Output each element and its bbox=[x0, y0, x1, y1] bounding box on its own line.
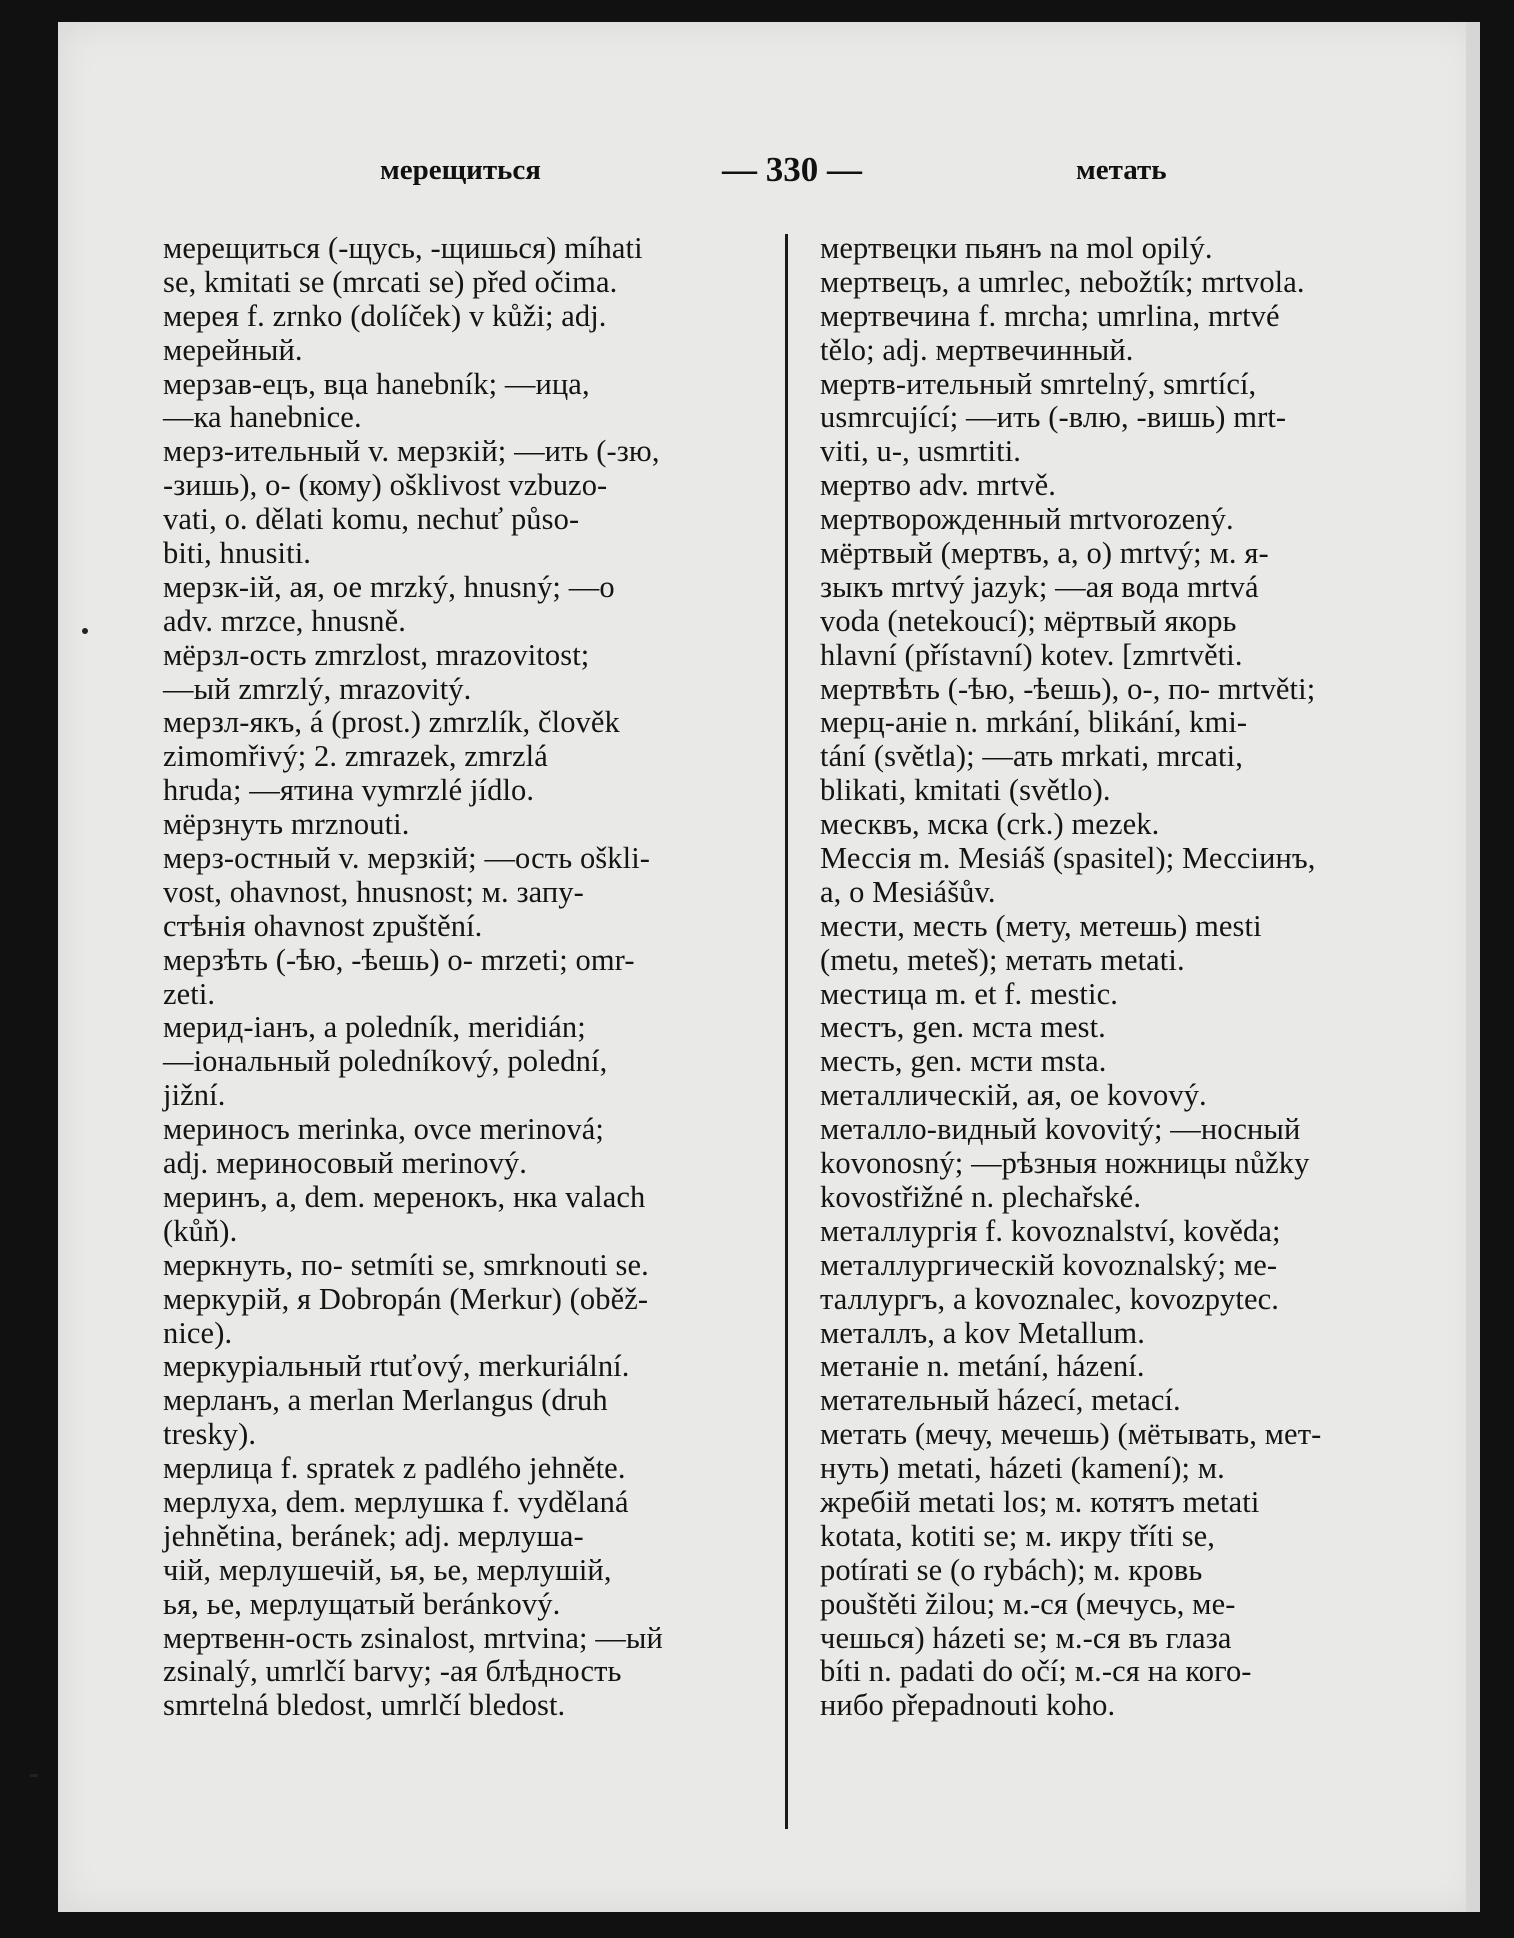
dictionary-line: жребій metati los; м. котятъ metati bbox=[820, 1484, 1260, 1519]
dictionary-line: hlavní (přístavní) kotev. [zmrtvěti. bbox=[820, 637, 1243, 672]
dictionary-line: zeti. bbox=[163, 976, 216, 1011]
dictionary-line: vati, o. dělati komu, nechuť půso- bbox=[163, 502, 580, 537]
dictionary-line: tělo; adj. мертвечинный. bbox=[820, 332, 1134, 367]
dictionary-line: металло-видный kovovitý; —носный bbox=[820, 1112, 1301, 1147]
dictionary-line: potírati se (o rybách); м. кровь bbox=[820, 1552, 1203, 1587]
dictionary-line: -зишь), о- (кому) ošklivost vzbuzo- bbox=[163, 468, 608, 503]
dictionary-line: —іональный poledníkový, polední, bbox=[163, 1044, 608, 1079]
page-number: — 330 — bbox=[722, 150, 862, 189]
dictionary-line: tání (světla); —ать mrkati, mrcati, bbox=[820, 739, 1243, 774]
dictionary-line: viti, u-, usmrtiti. bbox=[820, 434, 1021, 469]
left-column bbox=[163, 232, 763, 1723]
dictionary-line: smrtelná bledost, umrlčí bledost. bbox=[163, 1688, 566, 1723]
dictionary-line: метать (мечу, мечешь) (мётывать, мет- bbox=[820, 1417, 1322, 1452]
dictionary-line: —ка hanebnice. bbox=[163, 400, 362, 435]
page-header bbox=[58, 150, 1480, 204]
dictionary-line: ья, ье, мерлущатый beránkový. bbox=[163, 1586, 561, 1621]
dictionary-line: tresky). bbox=[163, 1417, 257, 1452]
dictionary-line: мёртвый (мертвъ, а, о) mrtvý; м. я- bbox=[820, 536, 1269, 571]
header-last-entry: метать bbox=[1076, 154, 1167, 186]
dictionary-line: biti, hnusiti. bbox=[163, 536, 311, 571]
dictionary-line: мертвѣть (-ѣю, -ѣешь), о-, по- mrtvěti; bbox=[820, 671, 1316, 706]
page-edge bbox=[1466, 22, 1480, 1912]
dictionary-line: мерещиться (-щусь, -щишься) míhati bbox=[163, 231, 643, 265]
dictionary-line: мерзѣть (-ѣю, -ѣешь) о- mrzeti; omr- bbox=[163, 942, 635, 977]
dictionary-line: vost, ohavnost, hnusnost; м. запу- bbox=[163, 874, 584, 909]
scan-speck bbox=[30, 1774, 38, 1777]
dictionary-line: hruda; —ятина vymrzlé jídlo. bbox=[163, 773, 535, 808]
dictionary-line: мерц-аніе n. mrkání, blikání, kmi- bbox=[820, 705, 1248, 740]
dictionary-line: zsinalý, umrlčí barvy; -ая блѣдность bbox=[163, 1654, 622, 1689]
dictionary-line: мерз-остный v. мерзкій; —ость oškli- bbox=[163, 841, 651, 876]
dictionary-line: zimomřivý; 2. zmrazek, zmrzlá bbox=[163, 739, 548, 774]
dictionary-line: мерлица f. spratek z padlého jehněte. bbox=[163, 1451, 626, 1486]
dictionary-line: jižní. bbox=[163, 1078, 226, 1113]
column-divider bbox=[785, 234, 788, 1829]
dictionary-line: kovonosný; —рѣзныя ножницы nůžky bbox=[820, 1146, 1310, 1181]
dictionary-line: (kůň). bbox=[163, 1213, 238, 1248]
dictionary-line: мерз-ительный v. мерзкій; —ить (-зю, bbox=[163, 434, 660, 469]
dictionary-line: мертвецки пьянъ na mol opilý. bbox=[820, 231, 1213, 265]
dictionary-line: adv. mrzce, hnusně. bbox=[163, 603, 406, 638]
dictionary-line: voda (netekoucí); мёртвый якорь bbox=[820, 603, 1237, 638]
dictionary-line: blikati, kmitati (světlo). bbox=[820, 773, 1111, 808]
dictionary-line: Мессія m. Mesiáš (spasitel); Мессіинъ, bbox=[820, 841, 1316, 876]
dictionary-line: se, kmitati se (mrcati se) před očima. bbox=[163, 264, 618, 299]
dictionary-line: меркуріальный rtuťový, merkuriální. bbox=[163, 1349, 630, 1384]
dictionary-line: металлъ, а kov Metallum. bbox=[820, 1315, 1145, 1350]
dictionary-line: adj. мериносовый merinový. bbox=[163, 1146, 527, 1181]
dictionary-line: —ый zmrzlý, mrazovitý. bbox=[163, 671, 472, 706]
dictionary-line: usmrcující; —ить (-влю, -вишь) mrt- bbox=[820, 400, 1287, 435]
dictionary-line: месть, gen. мсти msta. bbox=[820, 1044, 1107, 1079]
header-first-entry: мерещиться bbox=[380, 154, 541, 186]
dictionary-line: местица m. et f. mestic. bbox=[820, 976, 1118, 1011]
dictionary-line: мерзл-якъ, á (prost.) zmrzlík, člověk bbox=[163, 705, 620, 740]
dictionary-page bbox=[58, 22, 1480, 1912]
dictionary-line: местъ, gen. мста mest. bbox=[820, 1010, 1106, 1045]
dictionary-line: мерейный. bbox=[163, 332, 303, 367]
dictionary-line: a, o Mesiášův. bbox=[820, 874, 996, 909]
dictionary-line: нуть) metati, házeti (kamení); м. bbox=[820, 1451, 1225, 1486]
dictionary-line: зыкъ mrtvý jazyk; —ая вода mrtvá bbox=[820, 569, 1259, 604]
dictionary-line: мести, месть (мету, метешь) mesti bbox=[820, 908, 1262, 943]
dictionary-line: мертвечина f. mrcha; umrlina, mrtvé bbox=[820, 298, 1280, 333]
dictionary-line: nice). bbox=[163, 1315, 233, 1350]
dictionary-line: месквъ, мска (crk.) mezek. bbox=[820, 807, 1160, 842]
dictionary-line: jehnětina, beránek; adj. мерлуша- bbox=[163, 1518, 584, 1553]
dictionary-line: мертво adv. mrtvě. bbox=[820, 468, 1056, 503]
right-column bbox=[820, 232, 1432, 1723]
dictionary-line: чешься) házeti se; м.-ся въ глаза bbox=[820, 1620, 1232, 1655]
dictionary-line: pouštěti žilou; м.-ся (мечусь, ме- bbox=[820, 1586, 1236, 1621]
dictionary-line: мертворожденный mrtvorozený. bbox=[820, 502, 1234, 537]
dictionary-line: kovostřižné n. plechařské. bbox=[820, 1179, 1142, 1214]
dictionary-line: таллургъ, а kovoznalec, kovozpytec. bbox=[820, 1281, 1279, 1316]
dictionary-line: мёрзл-ость zmrzlost, mrazovitost; bbox=[163, 637, 590, 672]
dictionary-line: мертвецъ, а umrlec, nebožtík; mrtvola. bbox=[820, 264, 1305, 299]
dictionary-line: металлическій, ая, ое kovový. bbox=[820, 1078, 1207, 1113]
dictionary-line: мерид-іанъ, а poledník, meridián; bbox=[163, 1010, 586, 1045]
dictionary-line: меркурій, я Dobropán (Merkur) (oběž- bbox=[163, 1281, 649, 1316]
dictionary-line: (metu, meteš); метать metati. bbox=[820, 942, 1185, 977]
dictionary-line: меркнуть, по- setmíti se, smrknouti se. bbox=[163, 1247, 649, 1282]
dictionary-line: мериносъ merinka, ovce merinová; bbox=[163, 1112, 604, 1147]
dictionary-line: мерлуха, dem. мерлушка f. vydělaná bbox=[163, 1484, 629, 1519]
dictionary-line: меринъ, а, dem. меренокъ, нка valach bbox=[163, 1179, 646, 1214]
dictionary-line: мерея f. zrnko (dolíček) v kůži; adj. bbox=[163, 298, 607, 333]
dictionary-line: мерзк-ій, ая, ое mrzký, hnusný; —о bbox=[163, 569, 615, 604]
dictionary-line: чій, мерлушечій, ья, ье, мерлушій, bbox=[163, 1552, 612, 1587]
dictionary-line: мерланъ, а merlan Merlangus (druh bbox=[163, 1383, 608, 1418]
dictionary-line: металлургія f. kovoznalství, kověda; bbox=[820, 1213, 1281, 1248]
dictionary-line: стѣнія ohavnost zpuštění. bbox=[163, 908, 483, 943]
dictionary-line: метательный házecí, metací. bbox=[820, 1383, 1181, 1418]
dictionary-line: kotata, kotiti se; м. икру tříti se, bbox=[820, 1518, 1216, 1553]
dictionary-line: bíti n. padati do očí; м.-ся на кого- bbox=[820, 1654, 1252, 1689]
dictionary-line: нибо přepadnouti koho. bbox=[820, 1688, 1116, 1723]
scan-speck bbox=[82, 628, 88, 634]
dictionary-line: металлургическій kovoznalský; ме- bbox=[820, 1247, 1278, 1282]
dictionary-line: мёрзнуть mrznouti. bbox=[163, 807, 410, 842]
dictionary-line: мертв-ительный smrtelný, smrtící, bbox=[820, 366, 1257, 401]
dictionary-line: мерзав-ецъ, вца hanebník; —ица, bbox=[163, 366, 590, 401]
dictionary-line: метаніе n. metání, házení. bbox=[820, 1349, 1145, 1384]
dictionary-line: мертвенн-ость zsinalost, mrtvina; —ый bbox=[163, 1620, 663, 1655]
